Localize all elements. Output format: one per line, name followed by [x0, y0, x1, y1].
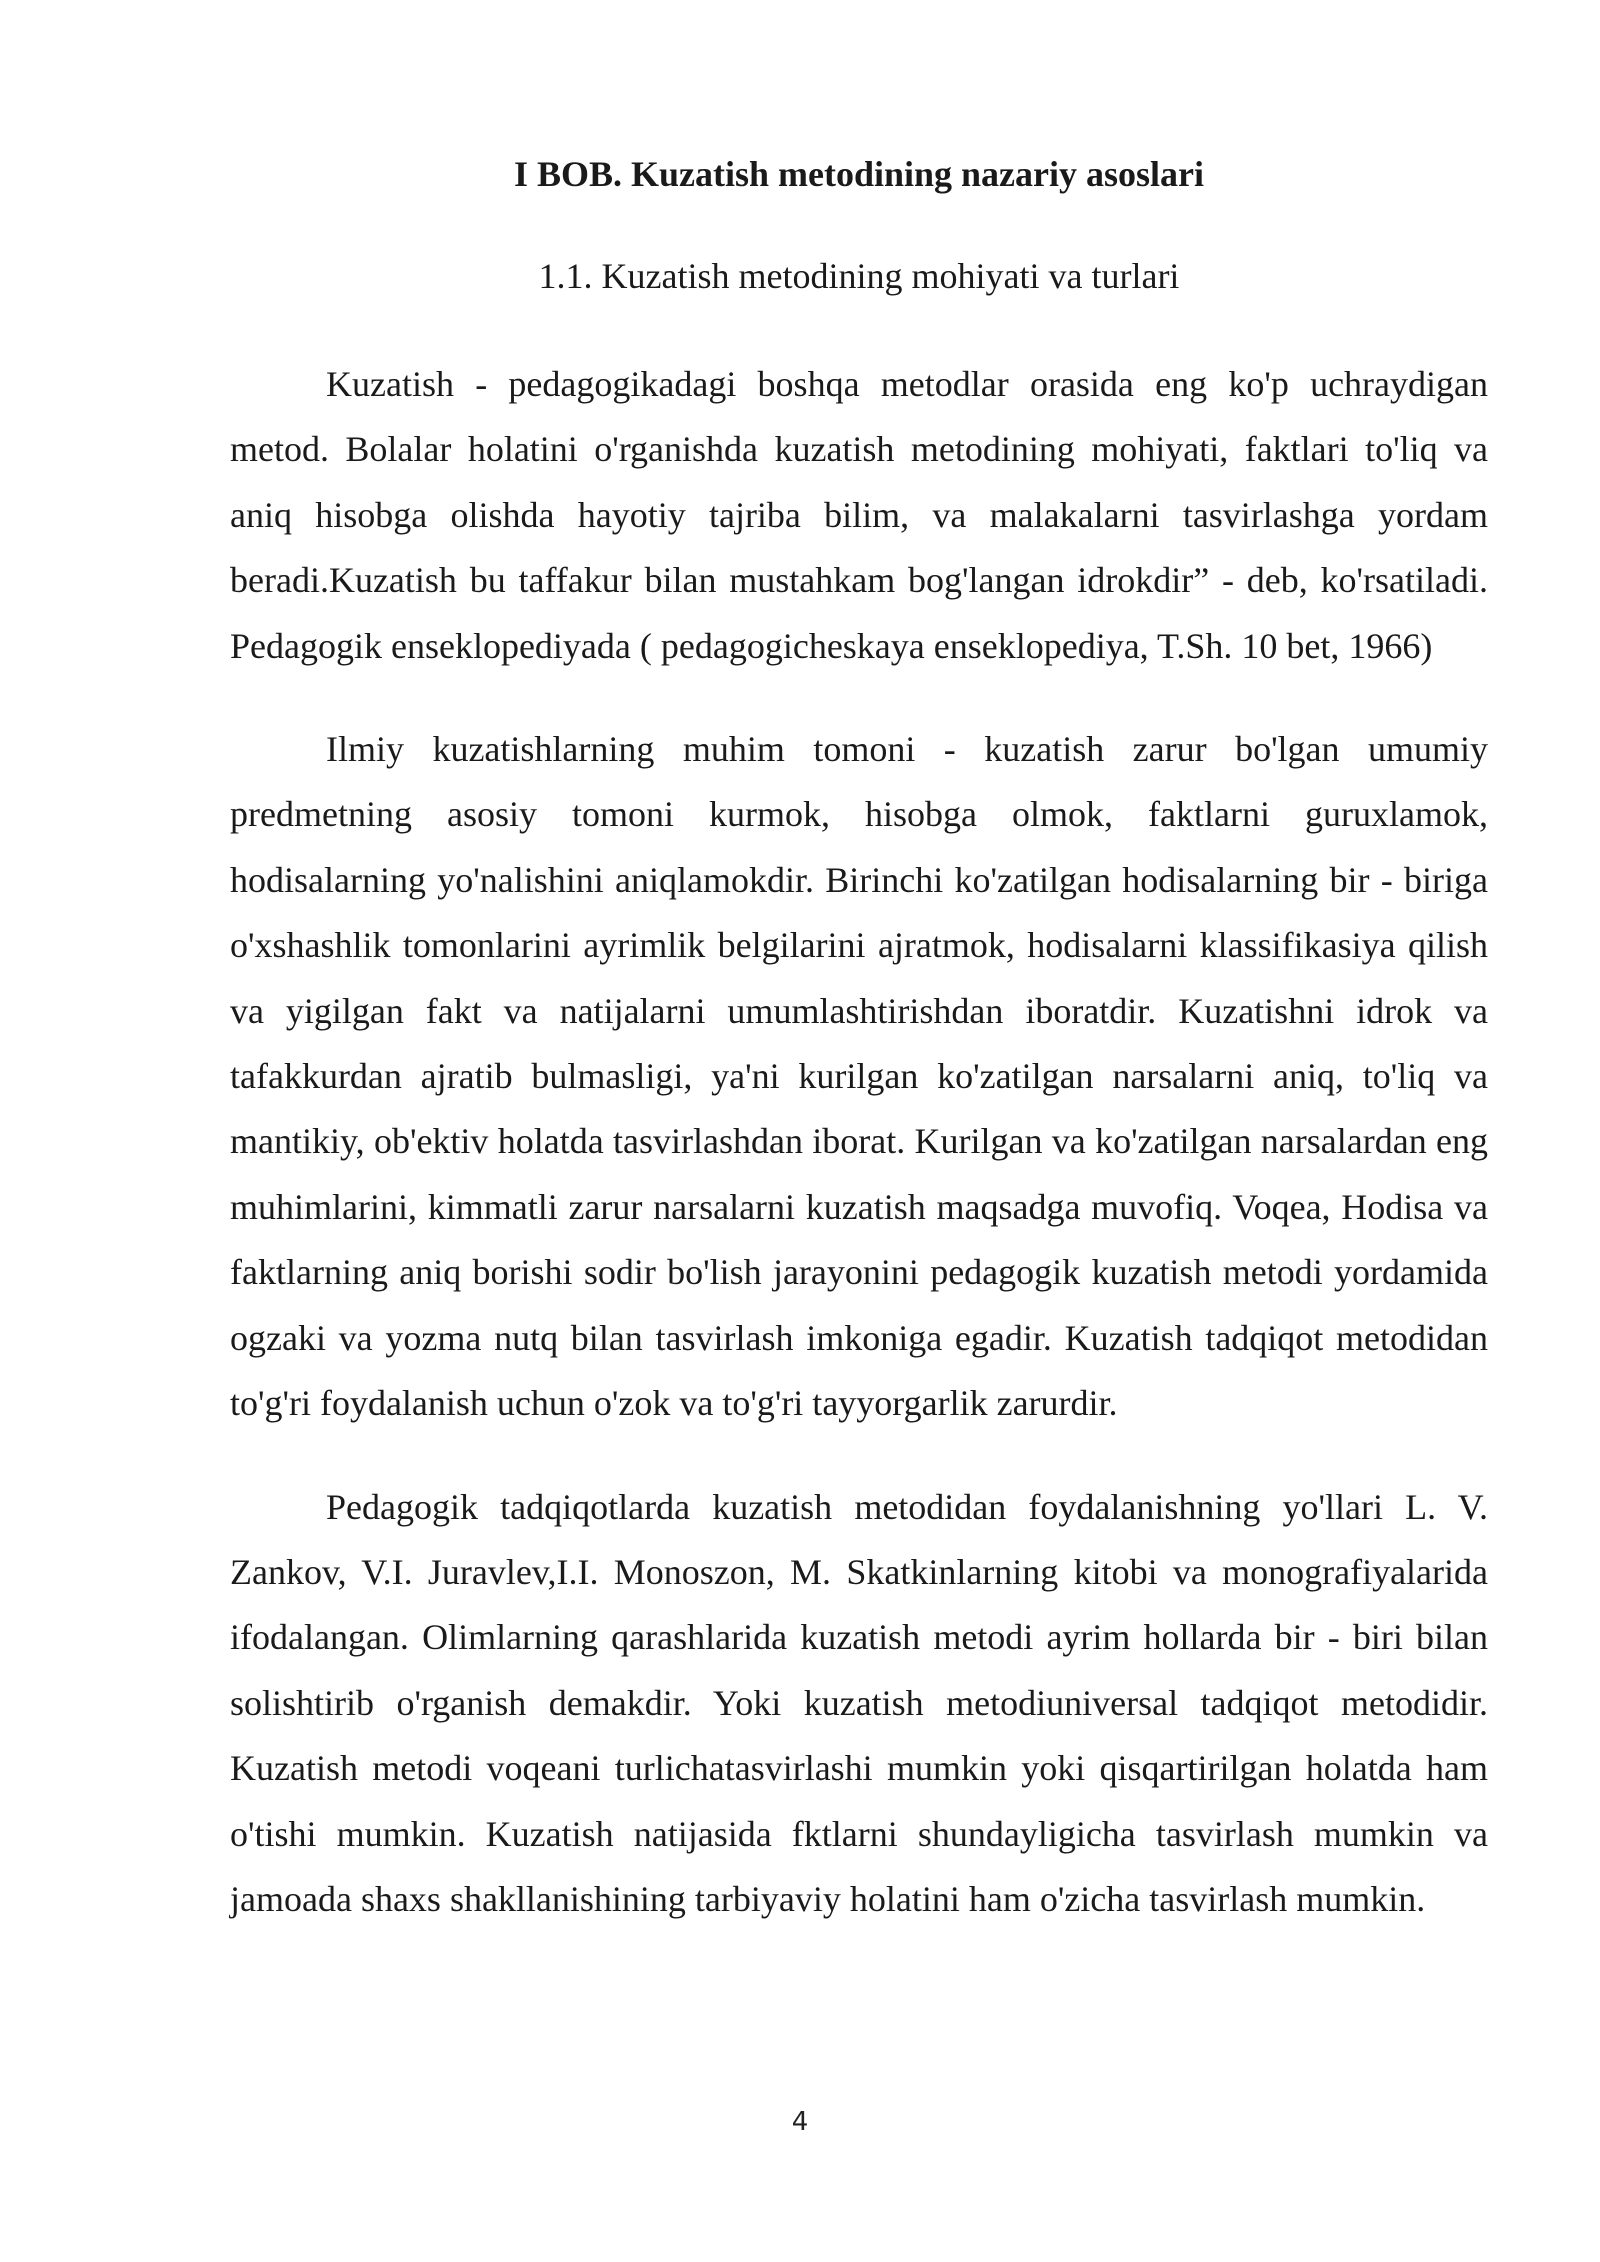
page-content — [230, 148, 1488, 1932]
paragraph-2: Ilmiy kuzatishlarning muhim tomoni - kuzatish zarur bo'lgan umumiy predmetning asosiy tomoni kurmok, hisobga olmok, faktlarni guruxlamok, hodisalarning yo'nalishini aniqlamokdir. Birinchi ko'zatilgan hodisalarning bir - biriga o'xshashlik tomonlarini ayrimlik belgilarini ajratmok, hodisalarni klassifikasiya qilish va yigilgan fakt va natijalarni umumlashtirishdan iboratdir. Kuzatishni idrok va tafakkurdan ajratib bulmasligi, ya'ni kurilgan ko'zatilgan narsalarni aniq, to'liq va mantikiy, ob'ektiv holatda tasvirlashdan iborat. Kurilgan va ko'zatilgan narsalardan eng muhimlarini, kimmatli zarur narsalarni kuzatish maqsadga muvofiq. Voqea, Hodisa va faktlarning aniq borishi sodir bo'lish jarayonini pedagogik kuzatish metodi yordamida ogzaki va yozma nutq bilan tasvirlash imkoniga egadir. Kuzatish tadqiqot metodidan to'g'ri foydalanish uchun o'zok va to'g'ri tayyorgarlik zarurdir. — [230, 729, 1488, 1424]
paragraph-3: Pedagogik tadqiqotlarda kuzatish metodidan foydalanishning yo'llari L. V. Zankov, V.I. Juravlev,I.I. Monoszon, M. Skatkinlarning kitobi va monografiyalarida ifodalangan. Olimlarning qarashlarida kuzatish metodi ayrim hollarda bir - biri bilan solishtirib o'rganish demakdir. Yoki kuzatish metodiuniversal tadqiqot metodidir. Kuzatish metodi voqeani turlichatasvirlashi mumkin yoki qisqartirilgan holatda ham o'tishi mumkin. Kuzatish natijasida fktlarni shundayligicha tasvirlash mumkin va jamoada shaxs shakllanishining tarbiyaviy holatini ham o'zicha tasvirlash mumkin. — [230, 1486, 1488, 1919]
section-title: 1.1. Kuzatish metodining mohiyati va turlari — [538, 256, 1180, 296]
page-number: 4 — [791, 2107, 809, 2137]
paragraph-1: Kuzatish - pedagogikadagi boshqa metodlar orasida eng ko'p uchraydigan metod. Bolalar holatini o'rganishda kuzatish metodining mohiyati, faktlari to'liq va aniq hisobga olishda hayotiy tajriba bilim, va malakalarni tasvirlashga yordam beradi.Kuzatish bu taffakur bilan mustahkam bog'langan idrokdir” - deb, ko'rsatiladi. Pedagogik enseklopediyada ( pedagogicheskaya enseklopediya, T.Sh. 10 bet, 1966) — [230, 364, 1488, 666]
chapter-title: I BOB. Kuzatish metodining nazariy asoslari — [513, 154, 1205, 194]
